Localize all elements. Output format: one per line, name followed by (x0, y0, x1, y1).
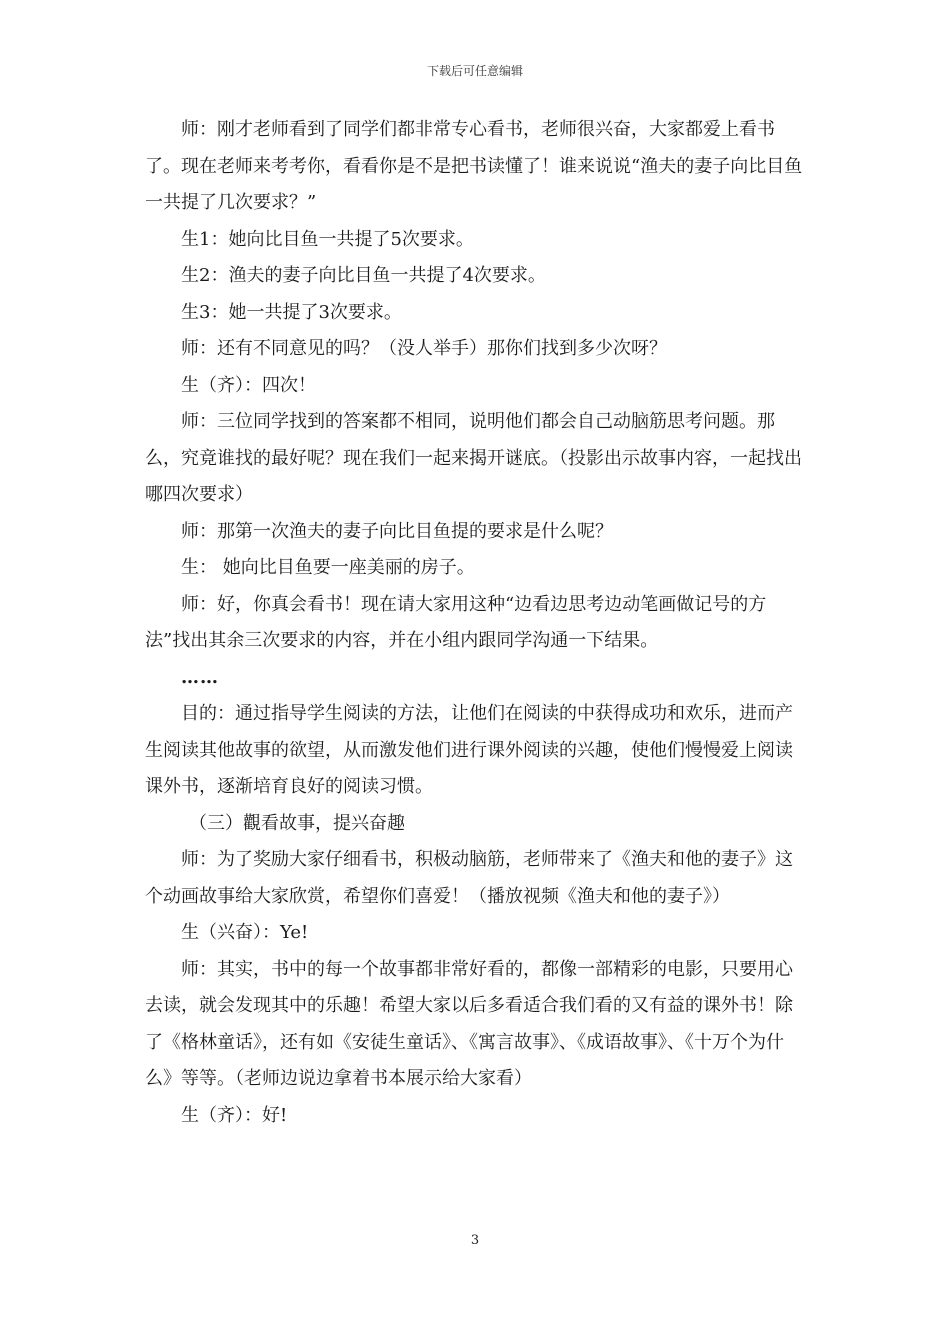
paragraph-teacher-books: 师：其实，书中的每一个故事都非常好看的，都像一部精彩的电影，只要用心去读，就会发现其中的乐趣！希望大家以后多看适合我们看的又有益的课外书！除了《格林童话》，还有如《安徒生童话》、《寓言故事》、《成语故事》、《十万个为什么》等等。（老师边说边拿着书本展示给大家看） (145, 958, 793, 1089)
paragraph-student-2: 生2：渔夫的妻子向比目鱼一共提了4次要求。 (181, 265, 546, 286)
paragraph-teacher-explain: 师：三位同学找到的答案都不相同，说明他们都会自己动脑筋思考问题。那么，究竟谁找的最好呢？现在我们一起来揭开谜底。（投影出示故事内容，一起找出哪四次要求） (145, 411, 802, 505)
page-number: 3 (470, 1233, 480, 1248)
paragraph-student-house: 生： 她向比目鱼要一座美丽的房子。 (181, 557, 475, 578)
paragraph-students-answer: 生（齐）：四次！ (181, 374, 316, 396)
paragraph-teacher-first-request: 师：那第一次渔夫的妻子向比目鱼提的要求是什么呢？ (181, 520, 613, 542)
paragraph-student-1: 生1：她向比目鱼一共提了5次要求。 (181, 228, 474, 250)
paragraph-teacher-method: 师：好，你真会看书！现在请大家用这种“边看边思考边动笔画做记号的方法”找出其余三次要求的内容，并在小组内跟同学沟通一下结果。 (145, 593, 767, 651)
paragraph-purpose: 目的：通过指导学生阅读的方法，让他们在阅读的中获得成功和欢乐，进而产生阅读其他故事的欲望，从而激发他们进行课外阅读的兴趣，使他们慢慢爱上阅读课外书，逐渐培育良好的阅读习惯。 (145, 703, 793, 797)
paragraph-students-ok: 生（齐）：好! (181, 1104, 288, 1126)
document-body (145, 112, 807, 1134)
paragraph-teacher-followup: 师：还有不同意见的吗？（没人举手）那你们找到多少次呀？ (181, 338, 667, 359)
paragraph-teacher-question: 师：刚才老师看到了同学们都非常专心看书，老师很兴奋，大家都爱上看书了。现在老师来考考你，看看你是不是把书读懂了！谁来说说“渔夫的妻子向比目鱼一共提了几次要求？” (145, 119, 803, 213)
paragraph-student-3: 生3：她一共提了3次要求。 (181, 301, 402, 323)
section-heading: （三）觀看故事，提兴奋趣 (189, 812, 405, 834)
page-header: 下载后可任意编辑 (426, 64, 523, 78)
paragraph-teacher-video: 师：为了奖励大家仔细看书，积极动脑筋，老师带来了《渔夫和他的妻子》这个动画故事给大家欣赏，希望你们喜爱！（播放视频《渔夫和他的妻子》） (145, 849, 793, 907)
ellipsis: …… (181, 666, 219, 688)
paragraph-students-excited: 生（兴奋）：Ye! (181, 922, 309, 943)
